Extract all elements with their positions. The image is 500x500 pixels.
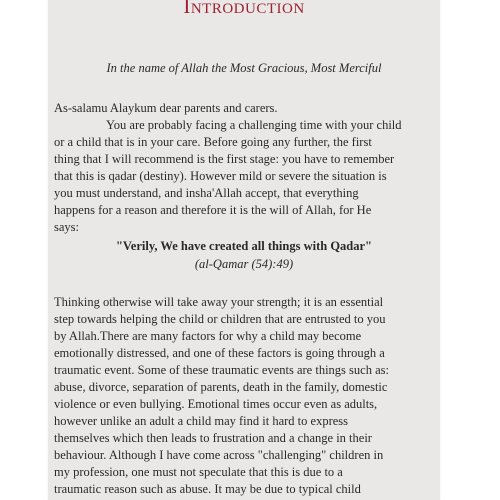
paragraph-line: that this is qadar (destiny). However mild or severe the situation is xyxy=(54,169,387,183)
greeting-line: As-salamu Alaykum dear parents and carers. xyxy=(54,101,278,115)
paragraph-line: happens for a reason and therefore it is the will of Allah, for He xyxy=(54,203,372,217)
paragraph-line: Thinking otherwise will take away your strength; it is an essential xyxy=(54,295,384,309)
page-title: Introduction xyxy=(183,0,305,18)
quote-reference: (al-Qamar (54):49) xyxy=(194,257,294,271)
paragraph-line: themselves which then leads to frustration and a change in their xyxy=(54,431,372,445)
paragraph-line: abuse, divorce, separation of parents, death in the family, domestic xyxy=(54,380,388,394)
paragraph-line: step towards helping the child or children that are entrusted to you xyxy=(54,312,386,326)
paragraph-line: violence or even bullying. Emotional times occur even as adults, xyxy=(54,397,378,411)
paragraph-line: You are probably facing a challenging time with your child xyxy=(106,118,402,132)
paragraph-line: emotionally distressed, and one of these factors is going through a xyxy=(54,346,385,360)
paragraph-line: you must understand, and insha'Allah accept, that everything xyxy=(54,186,359,200)
paragraph-line: traumatic event. Some of these traumatic events are things such as: xyxy=(54,363,389,377)
quran-quote: "Verily, We have created all things with Qadar" xyxy=(115,239,372,253)
paragraph-1 xyxy=(54,100,436,236)
paragraph-line: behaviour. Although I have come across "challenging" children in xyxy=(54,448,384,462)
paragraph-2 xyxy=(54,294,436,498)
book-page xyxy=(48,0,440,500)
paragraph-line: or a child that is in your care. Before going any further, the first xyxy=(54,135,372,149)
paragraph-line: my profession, one must not speculate that this is due to a xyxy=(54,465,343,479)
basmala-line: In the name of Allah the Most Gracious, Most Merciful xyxy=(106,61,382,75)
paragraph-line: traumatic reason such as abuse. It may be due to typical child xyxy=(54,482,361,496)
paragraph-line: however unlike an adult a child may find it hard to express xyxy=(54,414,349,428)
paragraph-line: thing that I will recommend is the first stage: you have to remember xyxy=(54,152,395,166)
paragraph-line: by Allah.There are many factors for why a child may become xyxy=(54,329,362,343)
paragraph-line: says: xyxy=(54,220,79,234)
